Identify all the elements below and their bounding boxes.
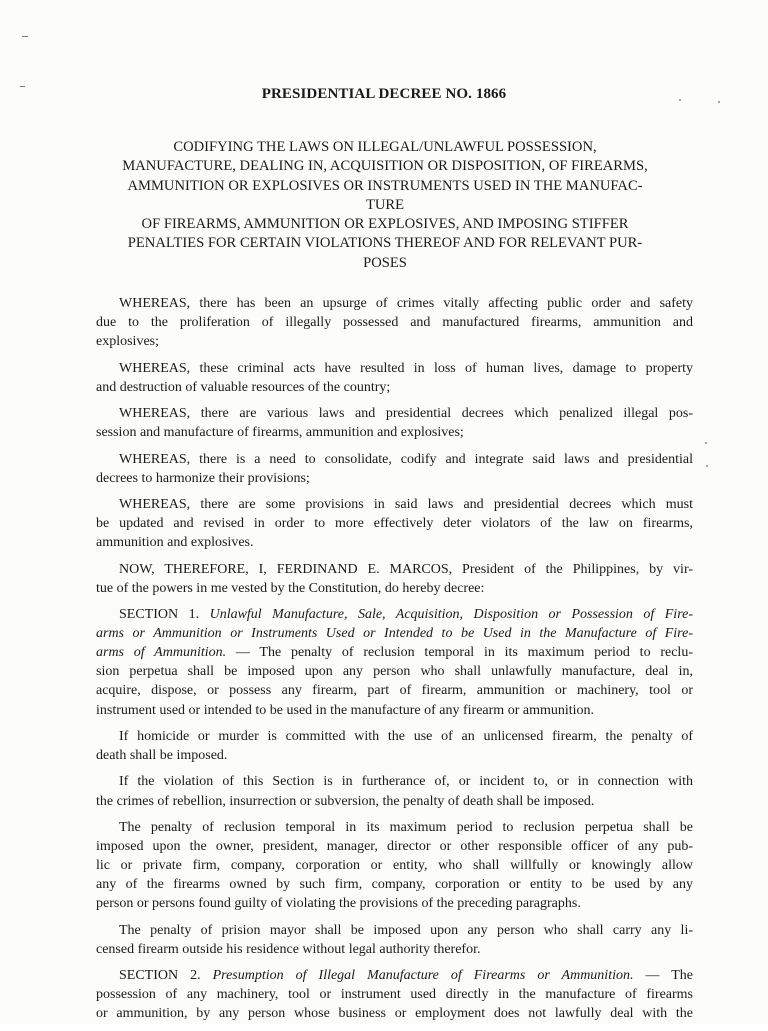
paragraph-whereas-1 bbox=[96, 294, 693, 351]
paragraph-line: death shall be imposed. bbox=[96, 748, 228, 764]
paragraph-owner-penalty bbox=[96, 818, 693, 913]
document-body bbox=[96, 294, 693, 1031]
paragraph-line bbox=[96, 643, 693, 662]
paragraph-rebellion bbox=[96, 772, 693, 810]
section-heading: Unlawful Manufacture, Sale, Acquisition, Disposition or Possession of Fire- bbox=[209, 607, 694, 623]
section-label: SECTION 2. bbox=[119, 968, 201, 984]
paragraph-line: decrees to harmonize their provisions; bbox=[96, 470, 310, 486]
scan-mark bbox=[22, 36, 28, 37]
paragraph-line: possession of any machinery, tool or instrument used directly in the manufacture of firearms bbox=[96, 987, 693, 1003]
subtitle-line: MANUFACTURE, DEALING IN, ACQUISITION OR DISPOSITION, OF FIREARMS, bbox=[122, 158, 648, 175]
paragraph-line: person or persons found guilty of violating the provisions of the preceding paragraphs. bbox=[96, 896, 581, 912]
subtitle-line: OF FIREARMS, AMMUNITION OR EXPLOSIVES, AND IMPOSING STIFFER bbox=[141, 216, 629, 233]
paragraph-line: be updated and revised in order to more effectively deter violators of the law on firearms, bbox=[96, 516, 693, 532]
paragraph-line: If homicide or murder is committed with the use of an unlicensed firearm, the penalty of bbox=[119, 728, 693, 744]
paragraph-line: session and manufacture of firearms, ammunition and explosives; bbox=[96, 425, 464, 441]
paragraph-whereas-4 bbox=[96, 450, 693, 488]
subtitle-line: PENALTIES FOR CERTAIN VIOLATIONS THEREOF AND FOR RELEVANT PUR- bbox=[127, 235, 643, 252]
section-1 bbox=[96, 605, 693, 720]
paragraph-line: censed firearm outside his residence without legal authority therefor. bbox=[96, 941, 481, 957]
paragraph-line: WHEREAS, there has been an upsurge of crimes vitally affecting public order and safety bbox=[119, 296, 693, 311]
document-subtitle bbox=[95, 138, 675, 273]
paragraph-line: NOW, THEREFORE, I, FERDINAND E. MARCOS, President of the Philippines, by vir- bbox=[119, 561, 693, 577]
section-text: — The penalty of reclusion temporal in its maximum period to reclu- bbox=[226, 645, 693, 661]
paragraph-whereas-5 bbox=[96, 495, 693, 552]
scan-speck bbox=[705, 442, 707, 444]
paragraph-line: and destruction of valuable resources of the country; bbox=[96, 379, 391, 395]
paragraph-line: due to the proliferation of illegally possessed and manufactured firearms, ammunition and bbox=[96, 315, 693, 331]
paragraph-homicide bbox=[96, 727, 693, 765]
paragraph-line: acquire, dispose, or possess any firearm, part of firearm, ammunition or machinery, tool or bbox=[96, 683, 693, 699]
section-heading: arms or Ammunition or Instruments Used or Intended to be Used in the Manufacture of Fire- bbox=[96, 626, 693, 642]
paragraph-line: The penalty of prision mayor shall be imposed upon any person who shall carry any li- bbox=[119, 922, 693, 938]
paragraph-whereas-3 bbox=[96, 404, 693, 442]
section-heading: arms of Ammunition. bbox=[96, 645, 227, 661]
section-heading-line bbox=[96, 605, 693, 624]
section-heading-line bbox=[96, 966, 693, 985]
subtitle-line: AMMUNITION OR EXPLOSIVES OR INSTRUMENTS USED IN THE MANUFAC- bbox=[127, 177, 643, 194]
paragraph-line: WHEREAS, there are some provisions in said laws and presidential decrees which must bbox=[119, 497, 693, 513]
paragraph-line: sion perpetua shall be imposed upon any person who shall unlawfully manufacture, deal in, bbox=[96, 664, 693, 680]
section-2 bbox=[96, 966, 693, 1023]
paragraph-line: lic or private firm, company, corporation or entity, who shall willfully or knowingly allow bbox=[96, 858, 693, 874]
paragraph-line: imposed upon the owner, president, manager, director or other responsible officer of any pub- bbox=[96, 839, 693, 855]
paragraph-line: tue of the powers in me vested by the Constitution, do hereby decree: bbox=[96, 580, 485, 596]
section-text: — The bbox=[633, 968, 693, 984]
subtitle-line: CODIFYING THE LAWS ON ILLEGAL/UNLAWFUL POSSESSION, bbox=[173, 139, 597, 155]
paragraph-line: explosives; bbox=[96, 334, 159, 350]
paragraph-line: WHEREAS, there are various laws and presidential decrees which penalized illegal pos- bbox=[119, 406, 693, 422]
scan-speck bbox=[706, 465, 708, 467]
paragraph-line: the crimes of rebellion, insurrection or subversion, the penalty of death shall be imposed. bbox=[96, 793, 595, 809]
paragraph-line: ammunition and explosives. bbox=[96, 535, 254, 551]
section-label: SECTION 1. bbox=[119, 607, 200, 623]
paragraph-line: The penalty of reclusion temporal in its maximum period to reclusion perpetua shall be bbox=[119, 819, 693, 835]
section-heading-line bbox=[96, 624, 693, 643]
paragraph-line: WHEREAS, there is a need to consolidate, codify and integrate said laws and presidential bbox=[119, 451, 693, 467]
subtitle-line: TURE bbox=[365, 196, 405, 213]
paragraph-whereas-2 bbox=[96, 359, 693, 397]
section-heading: Presumption of Illegal Manufacture of Firearms or Ammunition. bbox=[212, 968, 634, 984]
subtitle-line: POSES bbox=[363, 254, 407, 271]
paragraph-line: If the violation of this Section is in furtherance of, or incident to, or in connection with bbox=[119, 774, 693, 790]
paragraph-line: instrument used or intended to be used in the manufacture of any firearm or ammunition. bbox=[96, 702, 595, 718]
document-title: PRESIDENTIAL DECREE NO. 1866 bbox=[261, 86, 507, 102]
paragraph-now-therefore bbox=[96, 560, 693, 598]
paragraph-line: any of the firearms owned by such firm, company, corporation or entity to be used by any bbox=[96, 877, 693, 893]
paragraph-line: or ammunition, by any person whose business or employment does not lawfully deal with the bbox=[96, 1006, 693, 1022]
paragraph-line: WHEREAS, these criminal acts have resulted in loss of human lives, damage to property bbox=[119, 360, 693, 376]
paragraph-prision-mayor bbox=[96, 921, 693, 959]
